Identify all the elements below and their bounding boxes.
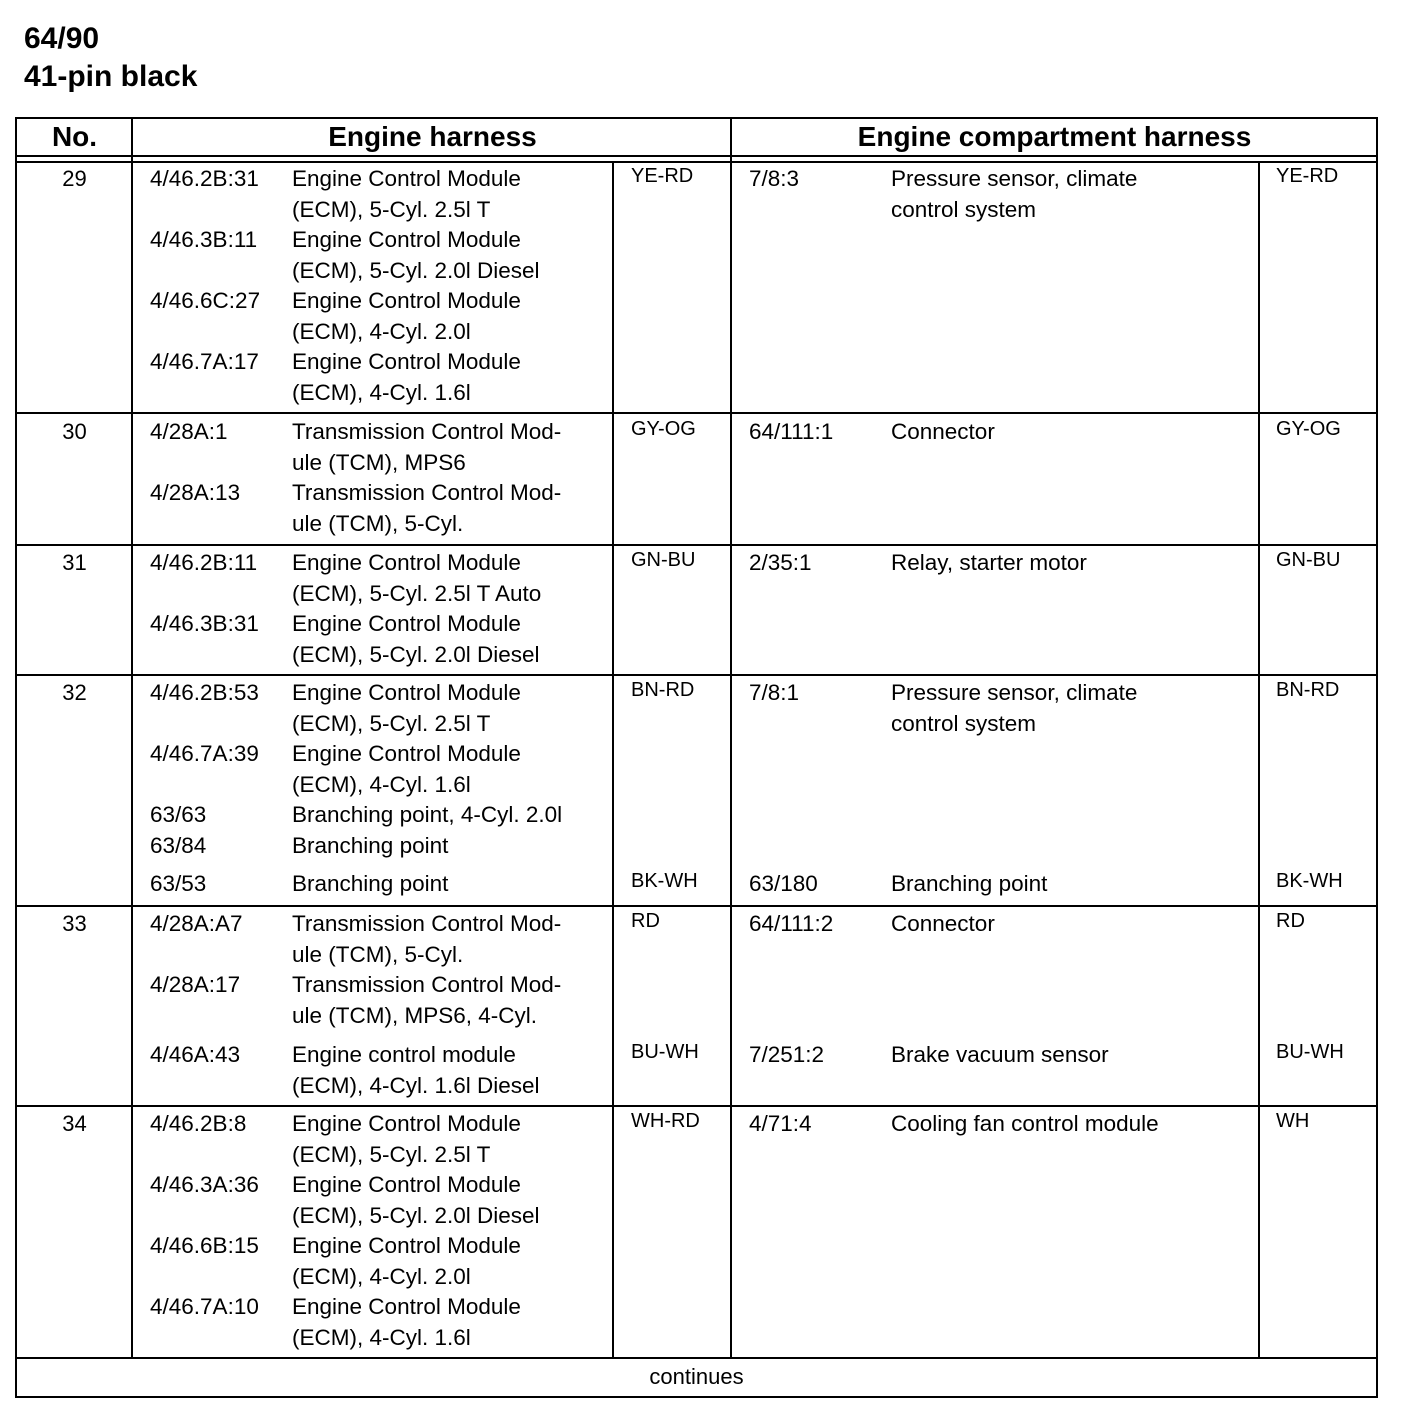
compartment-harness-component: Branching point — [891, 871, 1048, 896]
compartment-harness-connector: 63/180 — [749, 871, 818, 896]
engine-harness-connector: 4/46.7A:39 — [150, 741, 259, 766]
table-line — [17, 609, 1376, 640]
table-line — [17, 800, 1376, 831]
engine-harness-component: Engine Control Module — [292, 550, 521, 575]
engine-harness-wire-color: GN-BU — [631, 549, 696, 571]
compartment-harness-component: Pressure sensor, climate — [891, 680, 1138, 705]
engine-harness-connector: 4/46.7A:10 — [150, 1294, 259, 1319]
engine-harness-component: Engine Control Module — [292, 741, 521, 766]
engine-harness-component: (ECM), 4-Cyl. 1.6l — [292, 771, 471, 797]
table-line — [17, 909, 1376, 940]
compartment-harness-component: Connector — [891, 911, 995, 936]
table-line — [17, 831, 1376, 862]
compartment-harness-connector: 7/8:3 — [749, 166, 800, 191]
table-line — [17, 509, 1376, 540]
compartment-harness-connector: 64/111:2 — [749, 911, 834, 936]
engine-harness-component: (ECM), 4-Cyl. 1.6l Diesel — [292, 1072, 540, 1098]
compartment-harness-component: Relay, starter motor — [891, 550, 1087, 575]
pin-number: 34 — [62, 1111, 87, 1136]
engine-harness-wire-color: BN-RD — [631, 679, 695, 701]
table-line — [17, 970, 1376, 1001]
engine-harness-wire-color: BK-WH — [631, 870, 698, 892]
table-line — [17, 1170, 1376, 1201]
engine-harness-component: (ECM), 5-Cyl. 2.0l Diesel — [292, 257, 540, 283]
table-line — [17, 225, 1376, 256]
table-line — [17, 1262, 1376, 1293]
compartment-harness-connector: 7/251:2 — [749, 1042, 825, 1067]
compartment-harness-component: control system — [891, 196, 1037, 222]
table-line — [17, 548, 1376, 579]
engine-harness-component: (ECM), 5-Cyl. 2.0l Diesel — [292, 641, 540, 667]
table-line — [17, 478, 1376, 509]
engine-harness-component: ule (TCM), MPS6 — [292, 449, 466, 475]
pin-number: 30 — [62, 419, 87, 444]
engine-harness-component: (ECM), 5-Cyl. 2.5l T — [292, 1141, 491, 1167]
table-line — [17, 448, 1376, 479]
header-engine-harness: Engine harness — [328, 121, 537, 152]
engine-harness-connector: 4/46.6C:27 — [150, 288, 261, 313]
engine-harness-component: Engine Control Module — [292, 166, 521, 191]
engine-harness-component: (ECM), 4-Cyl. 1.6l — [292, 1324, 471, 1350]
table-line — [17, 347, 1376, 378]
table-line — [17, 640, 1376, 671]
compartment-harness-wire-color: GY-OG — [1276, 418, 1341, 440]
engine-harness-component: (ECM), 5-Cyl. 2.5l T — [292, 710, 491, 736]
engine-harness-connector: 4/28A:17 — [150, 972, 241, 997]
table-line — [17, 940, 1376, 971]
engine-harness-component: (ECM), 5-Cyl. 2.5l T Auto — [292, 580, 542, 606]
compartment-harness-connector: 2/35:1 — [749, 550, 812, 575]
header-engine-compartment-harness: Engine compartment harness — [857, 121, 1252, 152]
engine-harness-connector: 4/46.2B:31 — [150, 166, 259, 191]
pin-number: 32 — [62, 680, 87, 705]
table-line — [17, 709, 1376, 740]
engine-harness-component: Transmission Control Mod- — [292, 480, 562, 505]
engine-harness-connector: 4/28A:13 — [150, 480, 241, 505]
engine-harness-connector: 4/46.2B:53 — [150, 680, 259, 705]
pin-number: 31 — [62, 550, 87, 575]
table-line — [17, 195, 1376, 226]
engine-harness-connector: 4/46.3B:31 — [150, 611, 259, 636]
engine-harness-connector: 4/46.6B:15 — [150, 1233, 259, 1258]
table-line — [17, 770, 1376, 801]
pin-number: 29 — [62, 166, 87, 191]
table-line — [17, 678, 1376, 709]
header-divider — [17, 155, 1376, 157]
engine-harness-component: Engine Control Module — [292, 611, 521, 636]
engine-harness-wire-color: BU-WH — [631, 1041, 699, 1063]
engine-harness-component: Engine Control Module — [292, 1111, 521, 1136]
table-line — [17, 1040, 1376, 1071]
table-line — [17, 869, 1376, 900]
engine-harness-component: Engine Control Module — [292, 1172, 521, 1197]
engine-harness-wire-color: RD — [631, 910, 660, 932]
continues-note: continues — [649, 1364, 744, 1389]
engine-harness-component: Transmission Control Mod- — [292, 972, 562, 997]
table-line — [17, 1109, 1376, 1140]
compartment-harness-component: control system — [891, 710, 1037, 736]
compartment-harness-wire-color: BN-RD — [1276, 679, 1340, 701]
table-line — [17, 1292, 1376, 1323]
table-line — [17, 417, 1376, 448]
compartment-harness-component: Connector — [891, 419, 995, 444]
table-line — [17, 1140, 1376, 1171]
compartment-harness-wire-color: WH — [1276, 1110, 1310, 1132]
table-line — [17, 579, 1376, 610]
engine-harness-component: Engine control module — [292, 1042, 516, 1067]
engine-harness-connector: 4/46.2B:11 — [150, 550, 258, 575]
engine-harness-connector: 4/46.3B:11 — [150, 227, 258, 252]
engine-harness-component: (ECM), 5-Cyl. 2.0l Diesel — [292, 1202, 540, 1228]
engine-harness-component: ule (TCM), 5-Cyl. — [292, 941, 464, 967]
engine-harness-wire-color: GY-OG — [631, 418, 696, 440]
engine-harness-component: ule (TCM), 5-Cyl. — [292, 510, 464, 536]
row-divider — [17, 544, 1376, 546]
table-line — [17, 256, 1376, 287]
table-line — [17, 1071, 1376, 1102]
engine-harness-component: (ECM), 4-Cyl. 2.0l — [292, 1263, 471, 1289]
engine-harness-component: (ECM), 4-Cyl. 1.6l — [292, 379, 471, 405]
table-line — [17, 1323, 1376, 1354]
compartment-harness-wire-color: GN-BU — [1276, 549, 1341, 571]
connector-id: 64/90 — [24, 22, 100, 55]
engine-harness-wire-color: WH-RD — [631, 1110, 700, 1132]
engine-harness-component: Engine Control Module — [292, 227, 521, 252]
engine-harness-connector: 4/46A:43 — [150, 1042, 241, 1067]
engine-harness-connector: 4/46.2B:8 — [150, 1111, 247, 1136]
engine-harness-component: Engine Control Module — [292, 288, 521, 313]
compartment-harness-component: Cooling fan control module — [891, 1111, 1159, 1136]
compartment-harness-connector: 7/8:1 — [749, 680, 800, 705]
engine-harness-connector: 4/46.7A:17 — [150, 349, 259, 374]
row-divider — [17, 674, 1376, 676]
connector-description: 41-pin black — [24, 60, 198, 93]
compartment-harness-connector: 64/111:1 — [749, 419, 834, 444]
compartment-harness-wire-color: BK-WH — [1276, 870, 1343, 892]
engine-harness-connector: 4/28A:A7 — [150, 911, 243, 936]
engine-harness-connector: 63/84 — [150, 832, 207, 858]
table-line — [17, 378, 1376, 409]
engine-harness-component: Engine Control Module — [292, 680, 521, 705]
compartment-harness-connector: 4/71:4 — [749, 1111, 812, 1136]
engine-harness-component: Engine Control Module — [292, 1294, 521, 1319]
engine-harness-connector: 4/28A:1 — [150, 419, 228, 444]
row-divider — [17, 905, 1376, 907]
engine-harness-connector: 63/63 — [150, 802, 207, 827]
header-divider — [17, 161, 1376, 163]
table-line — [17, 286, 1376, 317]
engine-harness-component: Transmission Control Mod- — [292, 419, 562, 444]
engine-harness-connector: 63/53 — [150, 871, 207, 896]
engine-harness-component: Transmission Control Mod- — [292, 911, 562, 936]
engine-harness-wire-color: YE-RD — [631, 165, 694, 187]
compartment-harness-wire-color: YE-RD — [1276, 165, 1339, 187]
page-title — [24, 20, 197, 96]
table-line — [17, 317, 1376, 348]
row-divider — [17, 412, 1376, 414]
header-no: No. — [51, 121, 98, 152]
engine-harness-component: Engine Control Module — [292, 1233, 521, 1258]
engine-harness-component: (ECM), 5-Cyl. 2.5l T — [292, 196, 491, 222]
compartment-harness-wire-color: BU-WH — [1276, 1041, 1344, 1063]
pin-number: 33 — [62, 911, 87, 936]
compartment-harness-wire-color: RD — [1276, 910, 1305, 932]
compartment-harness-component: Brake vacuum sensor — [891, 1042, 1109, 1067]
engine-harness-component: Engine Control Module — [292, 349, 521, 374]
engine-harness-component: Branching point — [292, 832, 449, 858]
compartment-harness-component: Pressure sensor, climate — [891, 166, 1138, 191]
engine-harness-component: Branching point, 4-Cyl. 2.0l — [292, 802, 563, 827]
engine-harness-component: (ECM), 4-Cyl. 2.0l — [292, 318, 471, 344]
table-line — [17, 739, 1376, 770]
engine-harness-connector: 4/46.3A:36 — [150, 1172, 259, 1197]
table-line — [17, 1231, 1376, 1262]
table-line — [17, 164, 1376, 195]
engine-harness-component: Branching point — [292, 871, 449, 896]
engine-harness-component: ule (TCM), MPS6, 4-Cyl. — [292, 1002, 538, 1028]
table-line — [17, 1201, 1376, 1232]
table-line — [17, 1001, 1376, 1032]
